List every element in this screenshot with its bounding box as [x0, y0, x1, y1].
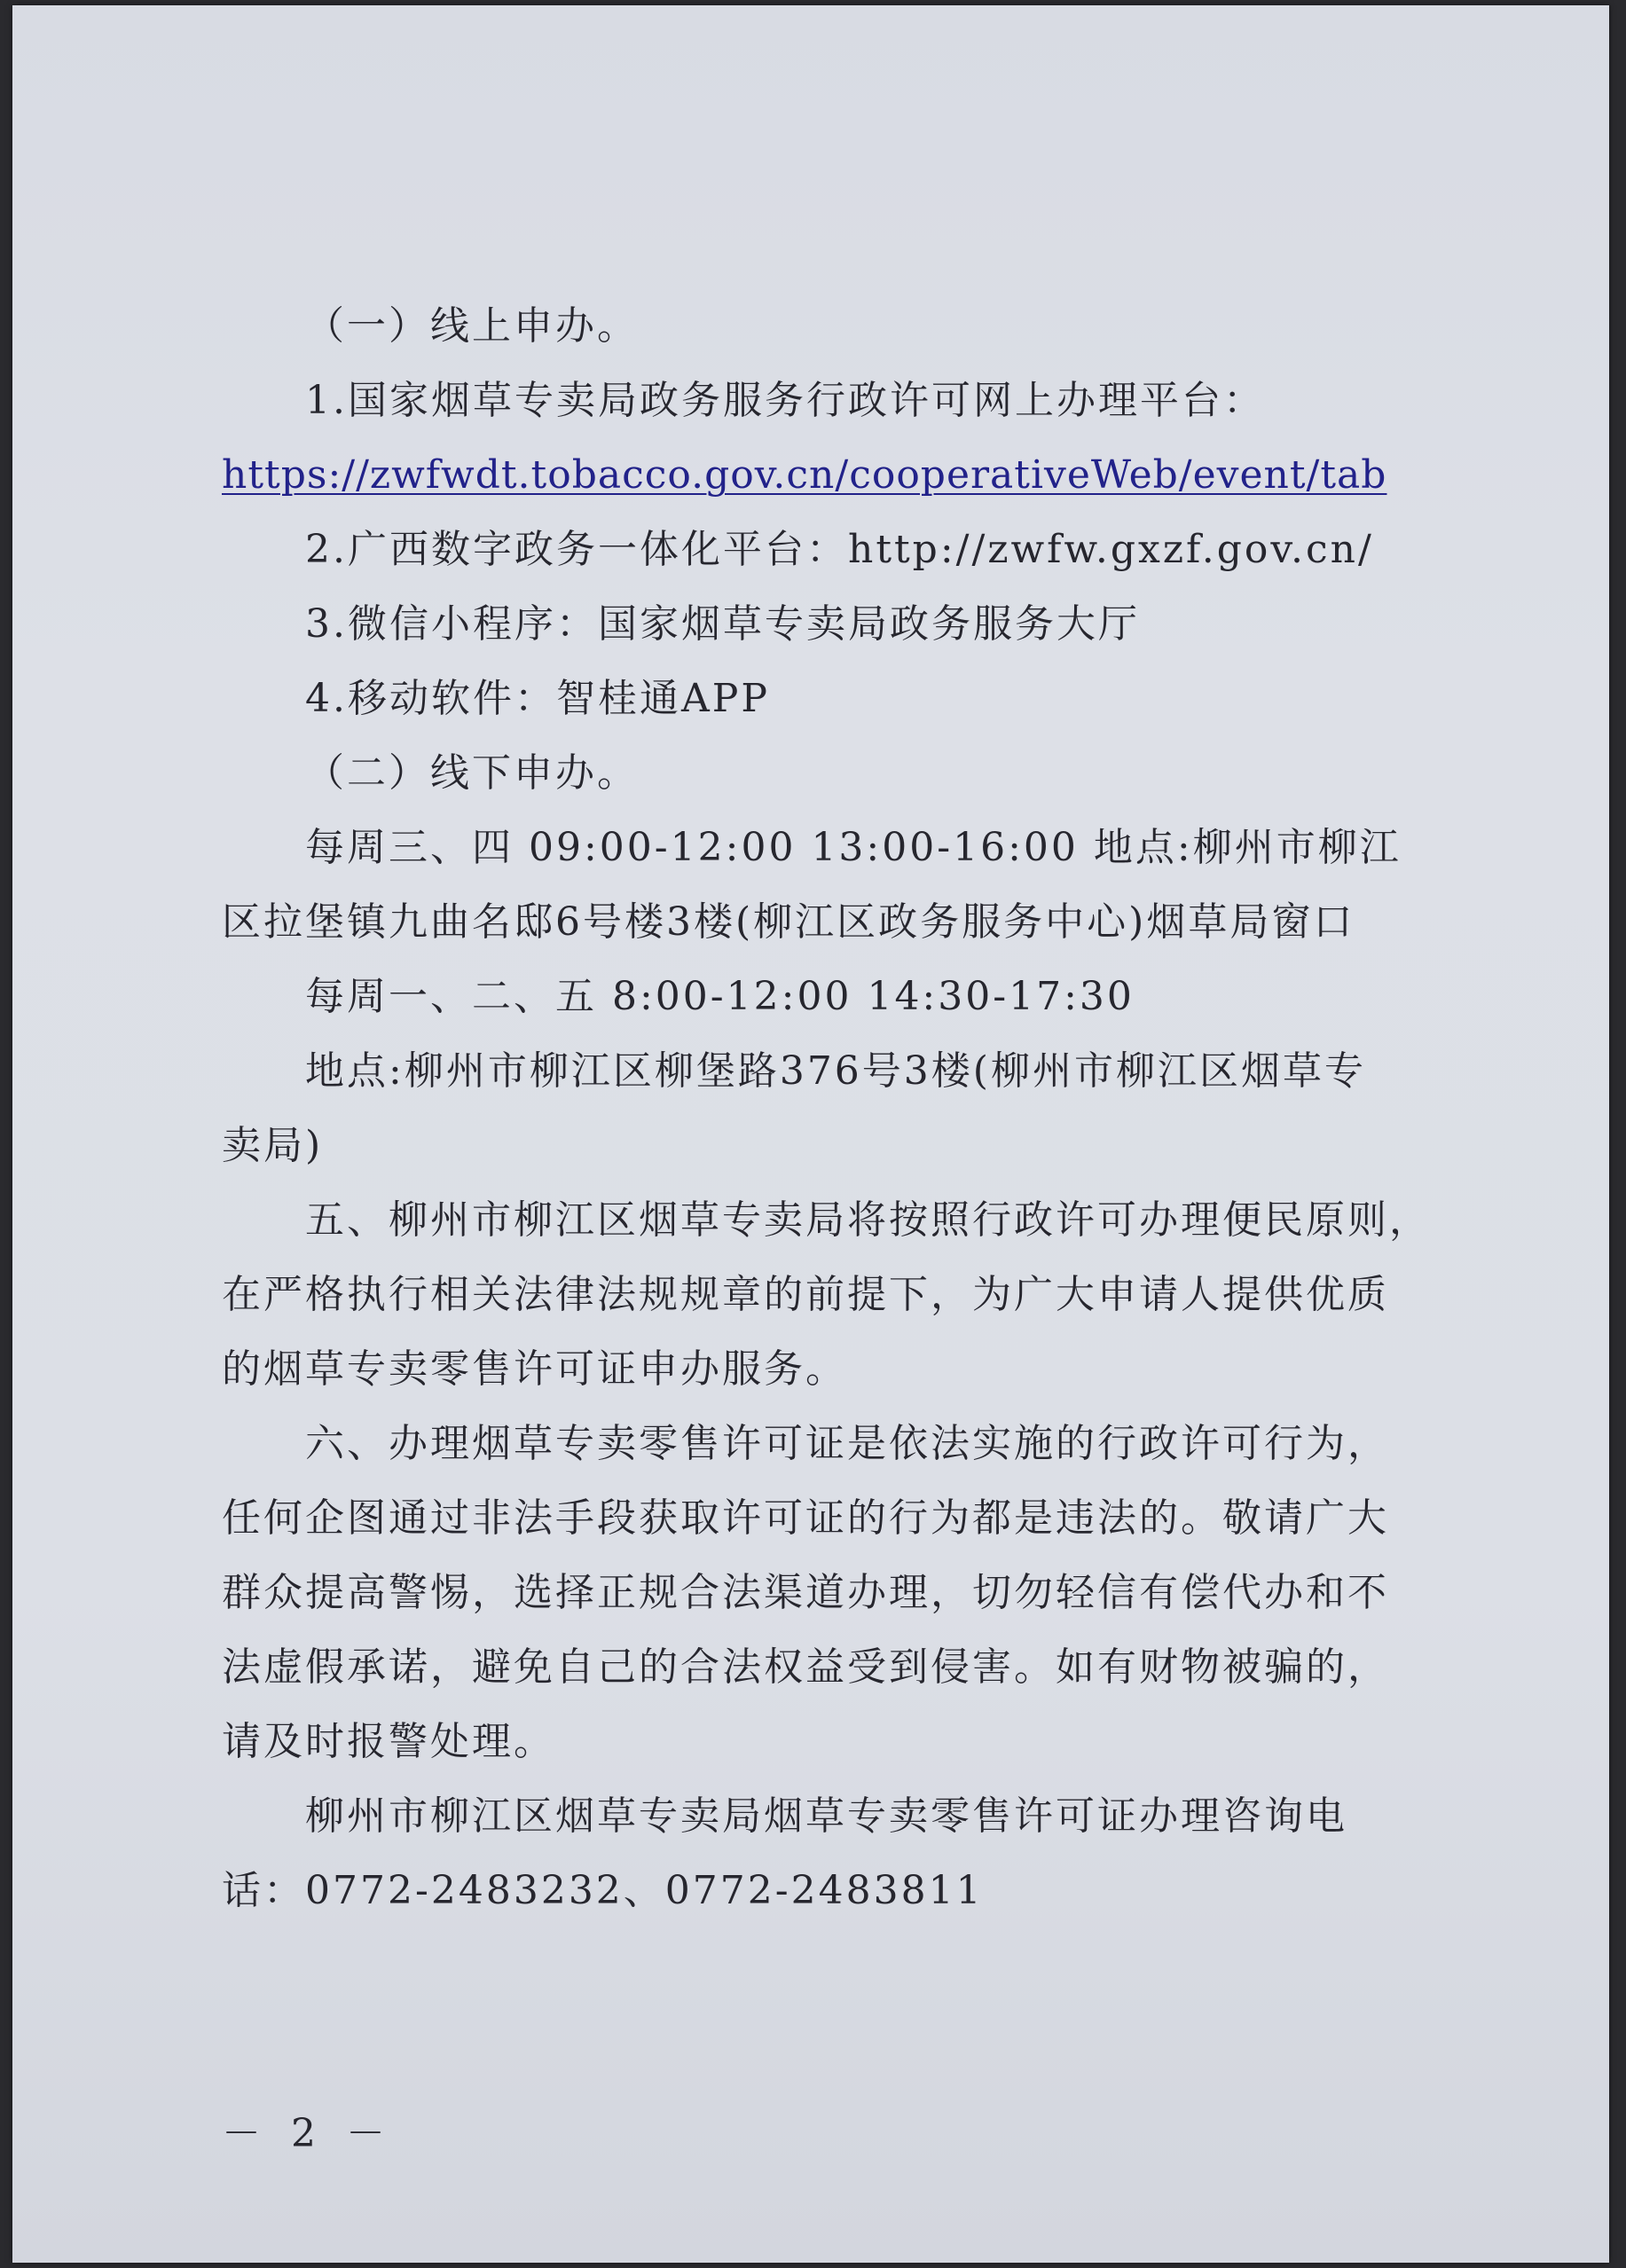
platform-2-line: 2.广西数字政务一体化平台：http://zwfw.gxzf.gov.cn/ [305, 527, 1374, 572]
page-number: － 2 － [222, 2111, 394, 2156]
platform-1-url-link[interactable]: https://zwfwdt.tobacco.gov.cn/cooperativeWeb/event/tab [222, 452, 1387, 498]
paragraph-6-line-2: 任何企图通过非法手段获取许可证的行为都是违法的。敬请广大 [222, 1495, 1389, 1541]
contact-phone-line: 话：0772-2483232、0772-2483811 [222, 1868, 984, 1913]
paragraph-5-line-3: 的烟草专卖零售许可证申办服务。 [222, 1346, 847, 1392]
platform-3-line: 3.微信小程序：国家烟草专卖局政务服务大厅 [305, 601, 1140, 647]
paragraph-6-line-1: 六、办理烟草专卖零售许可证是依法实施的行政许可行为， [305, 1421, 1389, 1466]
offline-address-2-cont: 卖局) [222, 1123, 324, 1168]
offline-address-1: 区拉堡镇九曲名邸6号楼3楼(柳江区政务服务中心)烟草局窗口 [222, 899, 1355, 945]
paragraph-6-line-4: 法虚假承诺，避免自己的合法权益受到侵害。如有财物被骗的， [222, 1644, 1389, 1690]
paragraph-6-line-5: 请及时报警处理。 [222, 1719, 555, 1764]
offline-schedule-1: 每周三、四 09:00-12:00 13:00-16:00 地点:柳州市柳江 [305, 825, 1402, 870]
platform-1-label: 1.国家烟草专卖局政务服务行政许可网上办理平台： [305, 378, 1265, 423]
document-page [12, 5, 1609, 2263]
paragraph-5-line-1: 五、柳州市柳江区烟草专卖局将按照行政许可办理便民原则， [305, 1197, 1431, 1243]
paragraph-6-line-3: 群众提高警惕，选择正规合法渠道办理，切勿轻信有偿代办和不 [222, 1570, 1389, 1615]
section-online-heading: （一）线上申办。 [305, 303, 639, 349]
offline-address-2: 地点:柳州市柳江区柳堡路376号3楼(柳州市柳江区烟草专 [305, 1048, 1366, 1094]
contact-line-1: 柳州市柳江区烟草专卖局烟草专卖零售许可证办理咨询电 [305, 1793, 1347, 1839]
paragraph-5-line-2: 在严格执行相关法律法规规章的前提下，为广大申请人提供优质 [222, 1272, 1389, 1317]
offline-schedule-2: 每周一、二、五 8:00-12:00 14:30-17:30 [305, 974, 1135, 1019]
section-offline-heading: （二）线下申办。 [305, 750, 639, 796]
platform-4-line: 4.移动软件：智桂通APP [305, 676, 770, 721]
